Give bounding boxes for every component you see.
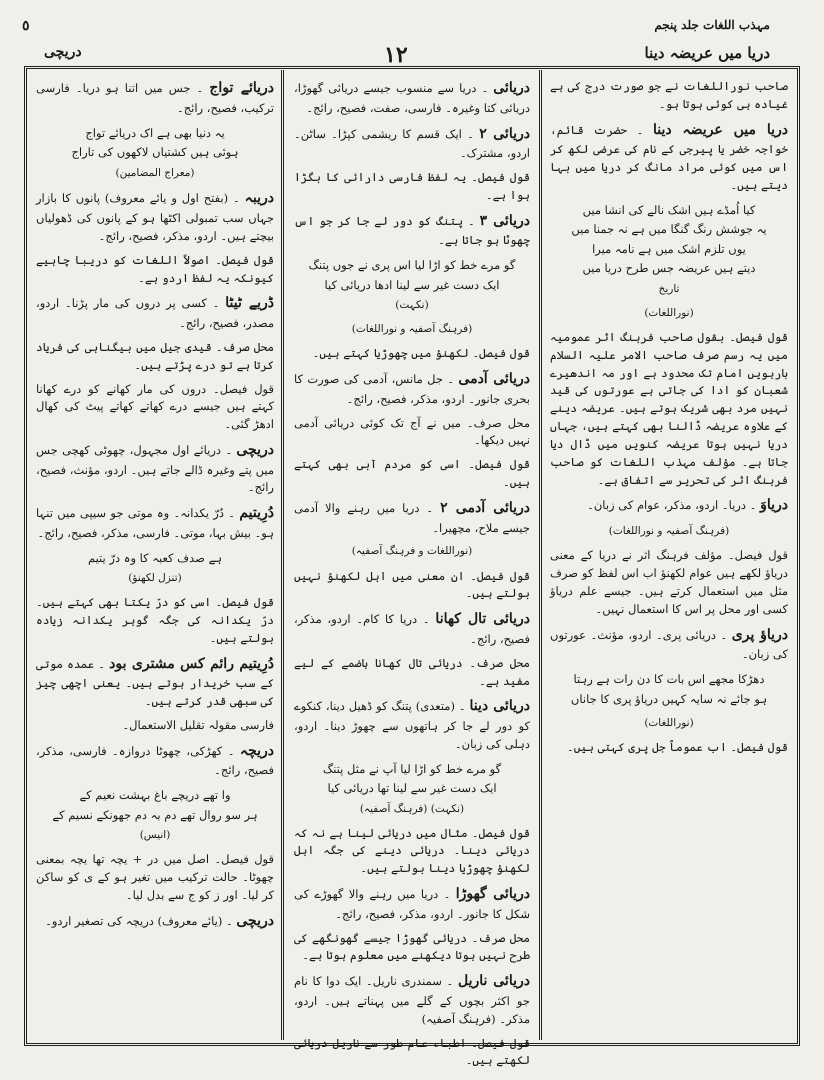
definition: دریا کا کام۔ اردو، مذکر، فصیح، رائج۔ (294, 612, 530, 646)
dictionary-entry: دریائی دینا ۔ (متعدی) پتنگ کو ڈھیل دینا، کنکوے کو دور لے جا کر ہاتھوں سے چھوڑ دینا۔ اردو، دہلی کی زبان۔ (294, 698, 530, 751)
first-headword-guide: دریا میں عریضہ دینا (644, 44, 770, 62)
headword: دریا میں عریضہ دینا (653, 121, 788, 138)
page-number: ١٢ (384, 42, 408, 68)
entry-note: قول فیصل۔ اسی کو درّ یکتا بھی کہتے ہیں۔ درّ یکدانہ کی جگہ گوہر یکدانہ زیادہ بولتے ہیں۔ (36, 595, 274, 645)
definition: (بفتح اول و یائے معروف) پانوں کا بازار جہاں سب تمبولی اکٹھا ہو کے پانوں کی ڈھولیاں بیچتے ہیں۔ اردو، مذکر، فصیح، رائج۔ (36, 191, 274, 243)
headword: دریاوَ (760, 497, 788, 514)
entry-note: محل صرف۔ دریائی تال کھانا ہاضمے کے لیے مفید ہے۔ (294, 655, 530, 688)
dictionary-entry: دریائی ناریل ۔ سمندری ناریل۔ ایک دوا کا نام جو اکثر بچوں کے گلے میں پہناتے ہیں۔ اردو، مذکر۔ (فرہنگ آصفیہ) (294, 973, 530, 1026)
source-reference: (نوراللغات) (644, 306, 694, 319)
column-divider (281, 70, 284, 1040)
column-divider (539, 70, 542, 1040)
definition: کسی پر دروں کی مار پڑنا۔ اردو، مصدر، فصیح، رائج۔ (36, 296, 274, 331)
headword: دُرِیتیم رائم کس مشتری بود (109, 655, 274, 672)
verse-quote (36, 786, 274, 845)
definition: جل مانس، آدمی کی صورت کا بحری جانور۔ اردو، مذکر، فصیح، رائج۔ (294, 372, 530, 406)
verse-quote (36, 549, 274, 588)
dictionary-entry: دریاؤ پری ۔ دریائی پری۔ اردو، مؤنث۔ عورتوں کی زبان۔ (550, 626, 789, 662)
verse-attribution: (انیس) (139, 829, 171, 842)
headword: دریائی ٢ (479, 125, 530, 142)
dictionary-entry: دریا میں عریضہ دینا ۔ حضرت قائم، خواجہ خضر یا پیرجی کے نام کی عرضی لکھ کر اس میں کوئی مراد مانگ کر دریا میں بہا دیتے ہیں۔ (550, 121, 788, 192)
definition: حضرت قائم، خواجہ خضر یا پیرجی کے نام کی عرضی لکھ کر اس میں کوئی مراد مانگ کر دریا میں بہا دیتے ہیں۔ (550, 122, 788, 192)
dictionary-entry: دریچی ۔ (یائے معروف) دریچہ کی تصغیر اردو۔ (45, 912, 274, 929)
headword: دریچہ (239, 742, 274, 759)
verse-line: ایک دست غیر سے لینا ادھا دریائی کیا (324, 277, 500, 292)
definition: ایک قسم کا ریشمی کپڑا۔ ساٹن۔ اردو، مشترک۔ (294, 126, 530, 161)
entry-note: قول فیصل۔ لکھنؤ میں چھوڑیا کہتے ہیں۔ (312, 346, 530, 361)
definition: دُرّ یکدانہ۔ وہ موتی جو سیپی میں تنہا ہو۔ بیش بہا، موتی۔ فارسی، مذکر، فصیح، رائج۔ (36, 506, 274, 540)
definition: سمندری ناریل۔ ایک دوا کا نام جو اکثر بچوں کے گلے میں پہناتے ہیں۔ اردو، مذکر۔ (فرہنگ آصفیہ) (294, 974, 530, 1026)
verse-line: گو مرے خط کو اڑا لیا اس پری نے جوں پتنگ (308, 258, 516, 273)
headword: دریاؤ پری (731, 626, 789, 643)
definition: دریا میں رہنے والا آدمی جیسے ملاح، مچھیرا۔ (294, 500, 530, 535)
verse-line: ہر سو روال تھے دم بہ دم جھونکے نسیم کے (52, 807, 258, 822)
definition: دریا سے منسوب جیسے دریائی گھوڑا، دریائی کتا وغیرہ۔ فارسی، صفت، فصیح، رائج۔ (294, 81, 530, 115)
verse-line: یوں تلزم اشک میں ہے نامہ میرا (592, 241, 746, 256)
definition: دریا۔ اردو، مذکر، عوام کی زبان۔ (587, 498, 747, 513)
dictionary-entry: دریاوَ ۔ دریا۔ اردو، مذکر، عوام کی زبان۔ (587, 497, 788, 514)
dictionary-entry: دریائی تال کھانا ۔ دریا کا کام۔ اردو، مذکر، فصیح، رائج۔ (294, 611, 530, 646)
entry-note: قول فیصل۔ مثال میں دریائی لینا ہے نہ کہ دریائی دینا۔ دریائی دینے کی جگہ اہل لکھنؤ چھوڑیا دینا بولتے ہیں۔ (294, 825, 530, 876)
headword: دُرِیتیم (239, 505, 274, 522)
column-middle (288, 74, 536, 1068)
dictionary-entry: دریچی ۔ دریائے اول مجہول، چھوٹی کھچی جس میں پتے وغیرہ ڈالے جاتے ہیں۔ اردو، مؤنث، فصیح، رائج۔ (36, 441, 274, 495)
dictionary-entry: دُرِیتیم ۔ دُرّ یکدانہ۔ وہ موتی جو سیپی میں تنہا ہو۔ بیش بہا، موتی۔ فارسی، مذکر، فصیح، رائج۔ (36, 505, 274, 540)
headword: دریائی گھوڑا (455, 886, 530, 903)
entry-note: محل صرف۔ دریائی گھوڑا جیسے گھونگھے کی طرح نہیں ہوتا دیکھنے میں معلوم ہوتا ہے۔ (294, 930, 530, 963)
definition: (یائے معروف) دریچہ کی تصغیر اردو۔ (45, 913, 223, 928)
headword: دریائے تواج (209, 80, 274, 96)
entry-note: قول فیصل۔ یہ لفظ فارسی دارائی کا بگڑا ہوا ہے۔ (294, 170, 530, 202)
dictionary-entry: دریائی آدمی ۔ جل مانس، آدمی کی صورت کا بحری جانور۔ اردو، مذکر، فصیح، رائج۔ (294, 371, 530, 406)
entry-note: محل صرف۔ میں نے آج تک کوئی دریائی آدمی نہیں دیکھا۔ (294, 415, 530, 448)
headword: دریائی ٣ (479, 212, 530, 229)
source-reference: (فرہنگ آصفیہ و نوراللغات) (608, 525, 730, 538)
entry-note: محل صرف۔ قیدی جیل میں بیگناہی کی فریاد کرتا ہے تو درے پڑتے ہیں۔ (36, 339, 274, 372)
headword: ڈریے ٹیٹا (225, 295, 274, 312)
headword: دریائی ناریل (457, 973, 530, 990)
column-left (30, 74, 280, 1036)
verse-line: یہ دنیا بھی ہے اک دریائے تواج (85, 125, 225, 140)
last-headword-guide: دریچی (44, 44, 82, 60)
definition: دریائے اول مجہول، چھوٹی کھچی جس میں پتے وغیرہ ڈالے جاتے ہیں۔ اردو، مؤنث، فصیح، رائج۔ (36, 442, 274, 495)
definition: کھڑکی، چھوٹا دروازہ۔ فارسی، مذکر، فصیح، رائج۔ (36, 743, 274, 778)
entry-note: فارسی مقولہ تقلیل الاستعمال۔ (122, 717, 274, 732)
column-right (544, 74, 794, 1036)
corner-mark: ٥ (22, 18, 30, 34)
definition: جس میں اتنا ہو دریا۔ فارسی ترکیب، فصیح، رائج۔ (36, 81, 274, 115)
entry-note: قول فیصل۔ بقول صاحب فرہنگ اثر عمومیہ میں یہ رسم صرف صاحب الامر علیہ السلام بارہویں امام تک محدود ہے اور مہ اندھیرے شعبان کو ادا کی جاتی ہے عورتوں کی قید نہیں مرد بھی شریک ہوتے ہیں۔ عریضہ دینے کے علاوہ عریضہ ڈالنا بھی کہتے ہیں، جہاں دریا نہیں ہوتا عریضہ کنویں میں ڈال دیا جاتا ہے۔ مؤلف مہذب اللغات کو صاحب فرہنگ اثر کی تحریر سے اتفاق ہے۔ (550, 330, 788, 487)
verse-quote (294, 256, 530, 315)
headword: دریائی آدمی (458, 371, 530, 388)
dictionary-entry: دریائی ٣ ۔ پتنگ کو دور لے جا کر جو اس چھوٹا ہو جاتا ہے۔ (294, 212, 530, 248)
entry-note: قول فیصل۔ اصل میں در + یچہ تھا یچہ بمعنی چھوٹا۔ حالت ترکیب میں تغیر ہو کے ی کو ساکن کر لیا۔ اور ز کو ج سے بدل لیا۔ (36, 852, 274, 902)
headword: دریبہ (244, 190, 274, 207)
verse-quote (550, 670, 788, 709)
dictionary-entry: دریائی ٢ ۔ ایک قسم کا ریشمی کپڑا۔ ساٹن۔ اردو، مشترک۔ (294, 125, 530, 161)
verse-attribution: تاریخ (658, 282, 680, 295)
verse-line: کیا اُمڈے ہیں اشک نالے کی انشا میں (582, 202, 756, 217)
entry-note: قول فیصل۔ مؤلف فرہنگ اثر نے دریا کے معنی دریاؤ لکھے ہیں عوام لکھنؤ اب اس لفظ کو صرف مثل میں استعمال کرتے ہیں۔ جیسے علم دریاؤ کسی اور محل پر اس کا استعمال نہیں۔ (550, 548, 788, 616)
verse-quote (36, 124, 274, 183)
source-reference: (نوراللغات) (644, 717, 694, 730)
entry-note: قول فیصل۔ اطباء عام طور سے ناریل دریائی لکھتے ہیں۔ (294, 1035, 530, 1068)
headword: دریچی (236, 441, 274, 458)
dictionary-entry: دریچہ ۔ کھڑکی، چھوٹا دروازہ۔ فارسی، مذکر، فصیح، رائج۔ (36, 742, 274, 778)
definition: (متعدی) پتنگ کو ڈھیل دینا، کنکوے کو دور لے جا کر ہاتھوں سے چھوڑ دینا۔ اردو، دہلی کی زبان۔ (294, 699, 530, 751)
verse-line: ہو جائے نہ سایہ کہیں دریاؤ پری کا جاناں (570, 691, 768, 706)
verse-line: گو مرے خط کو اڑا لیا آپ نے مثل پتنگ (322, 761, 502, 776)
verse-line: دیتے ہیں عریضہ جس طرح دریا میں (582, 261, 756, 276)
verse-line: ایک دست غیر سے لینا تھا دریائی کیا (327, 781, 497, 796)
entry-note: قول فیصل۔ اب عموماً جل پری کہتی ہیں۔ (567, 740, 788, 755)
headword: دریائی آدمی ٢ (440, 499, 530, 516)
verse-attribution: (نکہت) (فرہنگ آصفیہ) (359, 802, 465, 815)
dictionary-entry: دریائی ۔ دریا سے منسوب جیسے دریائی گھوڑا، دریائی کتا وغیرہ۔ فارسی، صفت، فصیح، رائج۔ (294, 80, 530, 115)
dictionary-entry: دریبہ ۔ (بفتح اول و یائے معروف) پانوں کا بازار جہاں سب تمبولی اکٹھا ہو کے پانوں کی ڈھولیاں بیچتے ہیں۔ اردو، مذکر، فصیح، رائج۔ (36, 190, 274, 243)
dictionary-entry: دریائی آدمی ٢ ۔ دریا میں رہنے والا آدمی جیسے ملاح، مچھیرا۔ (294, 499, 530, 535)
definition: عمدہ موتی کے سب خریدار ہوتے ہیں۔ یعنی اچھی چیز کی سبھی قدر کرتے ہیں۔ (36, 656, 274, 709)
entry-note: قول فیصل۔ ان معنی میں اہل لکھنؤ نہیں بولتے ہیں۔ (294, 568, 530, 601)
verse-quote (294, 760, 530, 819)
verse-line: دھڑکا مجھے اس بات کا دن رات ہے رہتا (573, 672, 765, 687)
entry-note: قول فیصل۔ اصولاً اللغات کو دریبا چاہیے کیونکہ یہ لفظ اردو ہے۔ (36, 252, 274, 285)
dictionary-entry: دریائی گھوڑا ۔ دریا میں رہنے والا گھوڑے کی شکل کا جانور۔ اردو، مذکر، فصیح، رائج۔ (294, 886, 530, 921)
verse-quote (550, 201, 788, 299)
entry-note: صاحب نوراللغات نے جو صورت درج کی ہے غیادہ ہی کوئی ہوتا ہو۔ (550, 79, 788, 111)
headword: دریائی تال کھانا (435, 611, 530, 628)
verse-line: ہوئی ہیں کشتیاں لاکھوں کی تاراج (71, 145, 239, 160)
definition: دریا میں رہنے والا گھوڑے کی شکل کا جانور۔ اردو، مذکر، فصیح، رائج۔ (294, 887, 530, 921)
verse-attribution: (نکہت) (395, 299, 429, 312)
verse-line: وا تھے دریچے باغ بہشت نعیم کے (79, 788, 231, 803)
page-header (14, 10, 810, 70)
verse-line: یہ جوشش رنگ گنگا میں ہے نہ جمنا میں (571, 222, 767, 237)
dictionary-entry: دریائے تواج ۔ جس میں اتنا ہو دریا۔ فارسی ترکیب، فصیح، رائج۔ (36, 80, 274, 115)
running-title: مہذب اللغات جلد پنجم (654, 18, 770, 32)
entry-note: قول فیصل۔ اسی کو مردم آبی بھی کہتے ہیں۔ (294, 457, 530, 490)
dictionary-entry: ڈریے ٹیٹا ۔ کسی پر دروں کی مار پڑنا۔ اردو، مصدر، فصیح، رائج۔ (36, 295, 274, 331)
dictionary-entry: دُرِیتیم رائم کس مشتری بود ۔ عمدہ موتی کے سب خریدار ہوتے ہیں۔ یعنی اچھی چیز کی سبھی قدر کرتے ہیں۔ (36, 655, 274, 709)
entry-note: قول فیصل۔ دروں کی مار کھانے کو درے کھانا کہتے ہیں جیسے درے کھاتے کھاتے پیٹ کی کھال ادھڑ گئی۔ (36, 381, 274, 432)
headword: دریائی دینا (469, 698, 530, 715)
verse-attribution: (تنزل لکھنؤ) (128, 572, 182, 585)
definition: دریائی پری۔ اردو، مؤنث۔ عورتوں کی زبان۔ (550, 627, 788, 662)
headword: دریچی (236, 912, 274, 929)
definition: پتنگ کو دور لے جا کر جو اس چھوٹا ہو جاتا ہے۔ (294, 213, 530, 248)
verse-line: ہے صدف کعبہ کا وہ درّ یتیم (87, 550, 223, 565)
source-reference: (نوراللغات و فرہنگ آصفیہ) (351, 545, 473, 558)
verse-attribution: (معراج المضامین) (115, 166, 195, 179)
source-reference: (فرہنگ آصفیہ و نوراللغات) (351, 323, 473, 336)
headword: دریائی (493, 80, 530, 96)
